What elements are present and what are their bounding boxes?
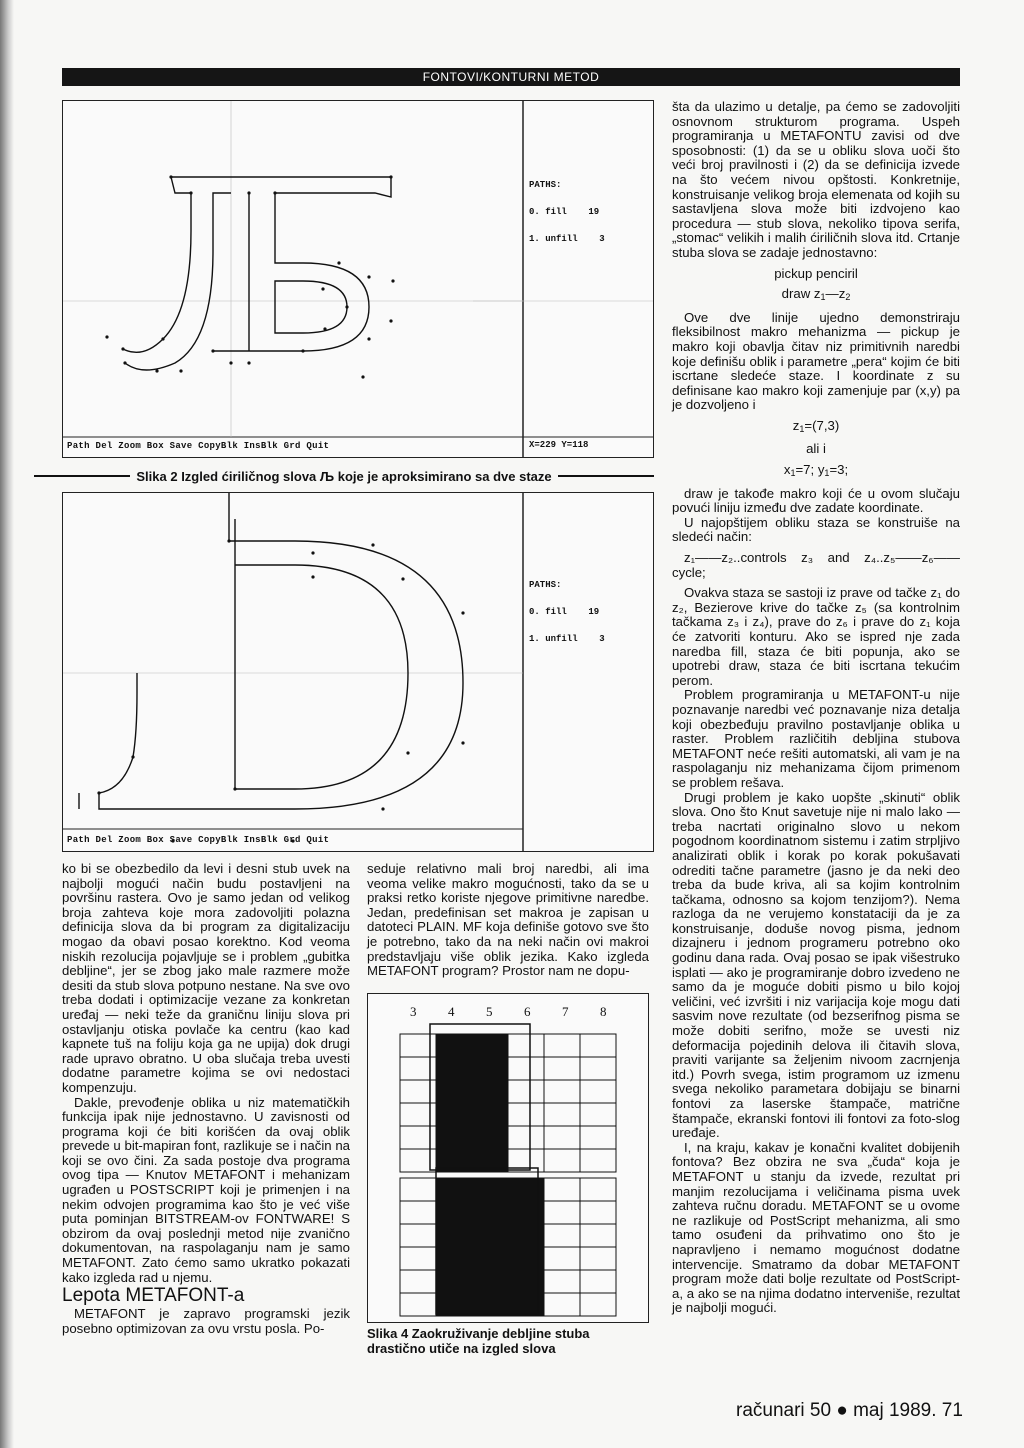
raster-cell xyxy=(580,1201,616,1224)
raster-cell xyxy=(544,1293,580,1316)
raster-cell xyxy=(580,1247,616,1270)
right-paragraph-1: šta da ulazimo u detalje, pa ćemo se zadovoljiti osnovnom strukturom programa. Uspeh programiranja u METAFONTU zavisi od dve sposobnosti: (1) da se u obliku slova uoči što veći broj pravilnosti i (2) da se definicija izvede na što većem nivou opštosti. Konkretnije, konstruisanje velikog broja elemenata od kojih su sastavljena slova može biti izdvojeno kao procedura — stub slova, nekoliko tipova serifa, „stomac“ velikih i malih ćiriličnih slova itd. Crtanje stuba slova se zadaje jednostavno: xyxy=(672,99,960,260)
raster-cell xyxy=(472,1057,508,1080)
raster-cell xyxy=(472,1293,508,1316)
glyph-lje-outline xyxy=(63,101,653,457)
code-xy-c: =3; xyxy=(829,462,849,478)
path-item-unfill[interactable]: 1. unfill 3 xyxy=(529,634,605,644)
raster-cell xyxy=(472,1178,508,1201)
text-ali-i: ali i xyxy=(806,441,826,457)
right-paragraph-6: Ovakva staza se sastoji iz prave od tačke z₁ do z₂, Bezierove krive do tačke z₅ (sa kontrolnim tačkama z₃ i z₄), prave do z₆ i prave do z₁ koja će zatvoriti konturu. Ako se ispred nje zada naredba fill, staza će biti popunja, ako se upotrebi draw, staza će biti iscrtana tekućim perom. xyxy=(672,585,960,688)
paths-panel-2 xyxy=(529,563,605,662)
grid-label-5: 5 xyxy=(486,1004,493,1019)
section-heading: Lepota METAFONT-a xyxy=(62,1285,245,1307)
raster-cell xyxy=(544,1270,580,1293)
raster-grid-figure xyxy=(368,994,648,1322)
code-z1-b: =(7,3) xyxy=(804,417,840,433)
path-item-fill[interactable]: 0. fill 19 xyxy=(529,207,600,217)
raster-cell xyxy=(436,1034,472,1057)
left-paragraph-2: Dakle, prevođenje oblika u niz matematičkih funkcija ipak nije jednostavno. U zavisnosti od programa koji će biti korišćen da ovaj oblik prevede u bit-mapiran font, razlikuje se i način na koji se ovo čini. Za sada postoje dva programa ovog tipa — Knutov METAFONT i mehanizam ugrađen u POSTSCRIPT koji je primenjen i na nekim odvojen programima kao što je već više puta pominjan BITSTREAM-ov FONTWARE! S obzirom da ovaj poslednji metod nije zvanično dokumentovan, na raspolaganju nam je samo METAFONT. Zato ćemo samo ukratko pokazati kako izgleda rad u njemu. xyxy=(62,1094,350,1285)
raster-cell xyxy=(472,1034,508,1057)
figure-4-caption: Slika 4 Zaokruživanje debljine stuba drastično utiče na izgled slova xyxy=(367,1326,590,1356)
raster-cell xyxy=(400,1178,436,1201)
right-paragraph-8: Drugi problem je kako uopšte „skinuti“ oblik slova. Ono što Knut savetuje nije ni malo lako — treba nacrtati originalno slovo u nekom pogodnom koordinatnom sistemu i zatim strpljivo analizirati oblik i korak po korak pokušavati odrediti tačne parametre (jasno je da neki deo treba da bude kriva, ali sa kojim kontrolnim tačkama, odnosno sa kojom tenzijom?). Nema razloga da ne verujemo konstataciji da je za konstruisanje, doduše novog pisma, jednom dizajneru i jednom programeru potrebno oko godinu dana rada. Ovaj posao se ipak višestruko isplati — ako je programiranje dobro izvedeno ne samo da je moguće dobiti pismo u bilo kojoj veličini, već izvršiti i niz varijacija koje mogu dati sasvim nove rezultate (od bezserifnog pisma se može dobiti serifno, može se uvesti niz deformacija pojedinih delova ili čitavih slova, praviti varijante sa željenim nivoom zacrnjenja itd.) Povrh svega, istim programom uz izmenu svega nekoliko parametara dobijaju se binarni fontovi za laserske štampače, matrične štampače, ekranski fontovi ili fontovi za foto-slog uređaje. xyxy=(672,789,960,1141)
raster-cell xyxy=(472,1201,508,1224)
right-paragraph-4: U najopštijem obliku staza se konstruiše na sledeći način: xyxy=(672,514,960,545)
right-paragraph-3: draw je takođe makro koji će u ovom slučaju povući liniju između dve zadate koordinate. xyxy=(672,485,960,516)
raster-cell xyxy=(400,1224,436,1247)
raster-cell xyxy=(472,1270,508,1293)
page-header: FONTOVI/KONTURNI METOD xyxy=(62,68,960,86)
raster-cell xyxy=(472,1247,508,1270)
grid-label-3: 3 xyxy=(410,1004,417,1019)
raster-cell xyxy=(580,1270,616,1293)
raster-cell xyxy=(544,1178,580,1201)
raster-cell xyxy=(544,1247,580,1270)
raster-cell xyxy=(580,1293,616,1316)
left-column xyxy=(62,862,350,1336)
raster-cell xyxy=(580,1149,616,1172)
code-xy-b: =7; y xyxy=(795,462,825,478)
raster-cell xyxy=(436,1057,472,1080)
code-z1-a: z xyxy=(792,417,800,433)
raster-cell xyxy=(472,1080,508,1103)
menu-bar-2[interactable]: Path Del Zoom Box Save CopyBlk InsBlk Grd Quit xyxy=(67,835,330,845)
raster-cell xyxy=(508,1080,544,1103)
raster-cell xyxy=(580,1080,616,1103)
raster-cell xyxy=(580,1034,616,1057)
code-xy: $x_1=7$; $y_1=3$; xyxy=(783,462,849,479)
control-points xyxy=(105,175,394,378)
raster-cell xyxy=(472,1224,508,1247)
raster-cell xyxy=(436,1270,472,1293)
right-column xyxy=(672,100,960,1316)
raster-cell xyxy=(436,1126,472,1149)
raster-cell xyxy=(472,1126,508,1149)
paths-title: PATHS: xyxy=(529,580,562,590)
raster-cell xyxy=(544,1057,580,1080)
figure-4 xyxy=(367,993,649,1323)
grid-label-4: 4 xyxy=(448,1004,455,1019)
raster-cell xyxy=(436,1247,472,1270)
raster-cell xyxy=(436,1080,472,1103)
code-pickup: pickup penciril xyxy=(774,265,858,281)
page-footer: računari 50 ● maj 1989. 71 xyxy=(736,1400,963,1421)
raster-cell xyxy=(400,1293,436,1316)
raster-cell xyxy=(544,1080,580,1103)
screenshot-2 xyxy=(62,492,654,852)
raster-cell xyxy=(508,1126,544,1149)
left-paragraph-3: METAFONT je zapravo programski jezik posebno optimizovan za ovu vrstu posla. Po- xyxy=(62,1306,350,1336)
control-points-2 xyxy=(97,539,464,842)
paths-title: PATHS: xyxy=(529,180,562,190)
raster-cell xyxy=(436,1103,472,1126)
left-paragraph-1: ko bi se obezbedilo da levi i desni stub uvek na najbolji mogući način budu postavljeni na površinu rastera. Ovo je samo jedan od velikog broja zahteva koje mora zadovoljiti polazna definicija slova da bi program za digitalizaciju mogao da obavi posao korektno. Kod veoma niskih rezolucija pojavljuje se i problem „gubitka debljine“, jer se zbog jako male razmere može desiti da stub slova potpuno nestane. Na sve ovo treba dodati i optimizacije vezane za konkretan uređaj — neki teže da graničnu liniju slova pri ostavljanju otiska povlače ka centru (kao kad kapnete tuš na foliju koja ga ne upija) dok drugi rade upravo obratno. U oba slučaja treba uvesti dodatne parametre kojima se ovi nedostaci kompenzuju. xyxy=(62,861,350,1095)
caption-rule-right xyxy=(558,475,654,477)
path-item-unfill[interactable]: 1. unfill 3 xyxy=(529,234,605,244)
code-draw-a: draw z xyxy=(781,286,821,302)
menu-bar-1[interactable]: Path Del Zoom Box Save CopyBlk InsBlk Grd Quit xyxy=(67,441,330,451)
raster-cell xyxy=(544,1224,580,1247)
right-paragraph-7: Problem programiranja u METAFONT-u nije poznavanje naredbi već poznavanje niza detalja koji obezbeđuju pravilno postavljanje oblika u raster. Problem različitih debljina stubova METAFONT neće rešiti automatski, ali vam je na raspolaganju niz mehanizama čijom primenom se problem rešava. xyxy=(672,687,960,790)
code-xy-a: x xyxy=(783,462,791,478)
raster-cell xyxy=(400,1201,436,1224)
code-draw: draw $z_1—z_2$ xyxy=(781,286,851,303)
raster-cell xyxy=(508,1103,544,1126)
raster-cell xyxy=(580,1178,616,1201)
grid-label-6: 6 xyxy=(524,1004,531,1019)
figure-2-caption-text: Slika 2 Izgled ćiriličnog slova Љ koje je aproksimirano sa dve staze xyxy=(136,468,552,484)
raster-cell xyxy=(508,1057,544,1080)
raster-cell xyxy=(544,1201,580,1224)
raster-cell xyxy=(544,1149,580,1172)
raster-cell xyxy=(400,1270,436,1293)
raster-cell xyxy=(472,1103,508,1126)
raster-cell xyxy=(580,1126,616,1149)
path-item-fill[interactable]: 0. fill 19 xyxy=(529,607,600,617)
grid-label-8: 8 xyxy=(600,1004,607,1019)
code-path: z₁——z₂..controls z₃ and z₄..z₅——z₆——cycle; xyxy=(672,550,960,580)
right-paragraph-9: I, na kraju, kakav je konačni kvalitet dobijenih fontova? Bez obzira ne sva „čuda“ koja je METAFONT u stanju da izvede, rezultat pri manjim rezolucijama i veličinama pisma uvek zahteva ručnu doradu. METAFONT se u ovome ne razlikuje od PostScript mehanizma, ali smo tamo osuđeni da prihvatimo ono što je napravljeno i nemamo mogućnost dodatne intervencije. Smatramo da dobar METAFONT program može dati bolje rezultate od PostScript-a, a ako se na njima dodatno interveniše, rezultat je najbolji mogući. xyxy=(672,1139,960,1316)
glyph-bowl-outline xyxy=(63,493,653,851)
raster-cell xyxy=(544,1126,580,1149)
grid-label-7: 7 xyxy=(562,1004,569,1019)
middle-paragraph-1: seduje relativno mali broj naredbi, ali ima veoma velike makro mogućnosti, tako da se u praksi retko koriste njegove primitivne naredbe. Jedan, predefinisan set makroa je zapisan u datoteci PLAIN. MF koja definiše gotovo sve što je potrebno, tako da na neki način ovi makroi predstavljaju više oblik jezika. Kako izgleda METAFONT program? Prostor nam ne dopu- xyxy=(367,861,649,979)
raster-cell xyxy=(436,1293,472,1316)
screenshot-1 xyxy=(62,100,654,458)
middle-column xyxy=(367,862,649,979)
raster-cell xyxy=(436,1224,472,1247)
paths-panel-1 xyxy=(529,163,605,262)
raster-cell xyxy=(544,1103,580,1126)
raster-cell xyxy=(580,1103,616,1126)
raster-cell xyxy=(580,1057,616,1080)
raster-cell xyxy=(580,1224,616,1247)
raster-cell xyxy=(436,1201,472,1224)
cursor-coordinates: X=229 Y=118 xyxy=(529,440,589,450)
code-z1: $z_1=(7,3)$ xyxy=(792,417,840,434)
code-draw-b: —z xyxy=(825,286,846,302)
right-paragraph-2: Ove dve linije ujedno demonstriraju fleksibilnost makro mehanizma — pickup je makro koji obavlja čitav niz primitivnih naredbi koje definišu oblik i parametre „pera“ kojim će biti iscrtane sledeće staze. I koordinate z su definisane kao makro koji zamenjuje par (x,y) pa je dozvoljeno i xyxy=(672,309,960,413)
raster-cell xyxy=(508,1034,544,1057)
raster-cell xyxy=(400,1247,436,1270)
raster-cell xyxy=(544,1034,580,1057)
page-spine-shadow xyxy=(0,0,14,1448)
caption-rule-left xyxy=(34,475,130,477)
figure-2-caption xyxy=(34,466,654,486)
raster-cell xyxy=(436,1178,472,1201)
